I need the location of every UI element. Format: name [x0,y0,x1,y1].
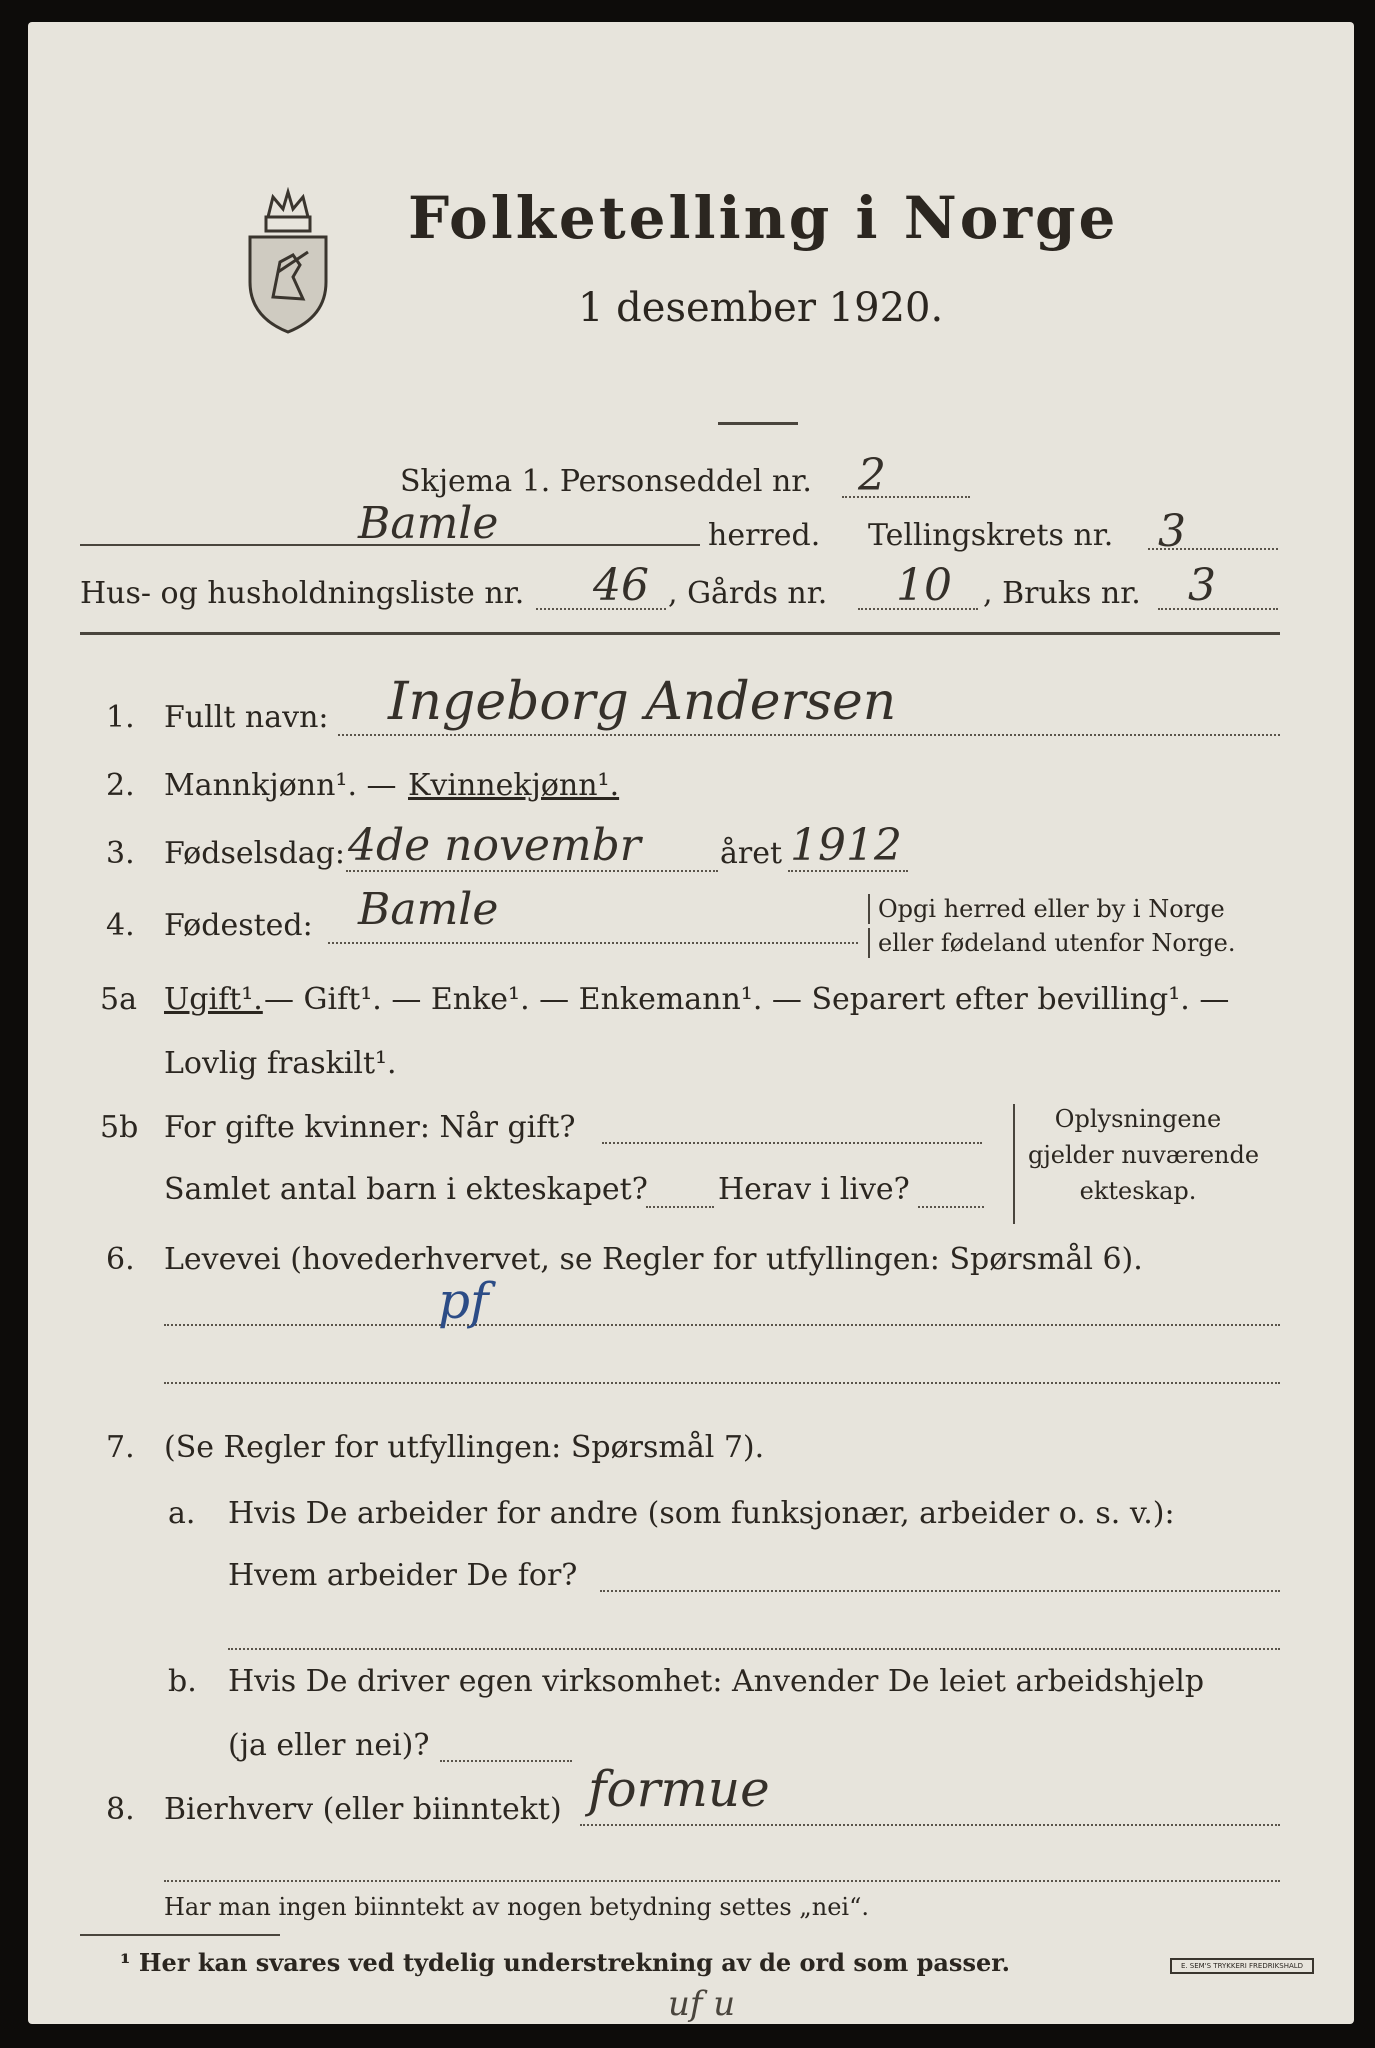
q3-number: 3. [106,836,135,871]
q7a-line-2: Hvem arbeider De for? [228,1558,578,1593]
q8-line-2 [164,1880,1280,1882]
q6-label: Levevei (hovederhvervet, se Regler for utfyllingen: Spørsmål 6). [164,1242,1143,1277]
q6-line-1 [164,1324,1280,1326]
q4-note-1: Opgi herred eller by i Norge [868,894,1225,924]
q7-number: 7. [106,1430,135,1465]
bottom-scribble: uf u [668,1984,736,2024]
personseddel-nr[interactable]: 2 [858,450,886,501]
q5b-number: 5b [100,1110,139,1145]
q8-number: 8. [106,1792,135,1827]
kvinnekjonn-option[interactable]: Kvinnekjønn¹. [408,768,620,803]
q7a-letter: a. [168,1496,196,1531]
form-date: 1 desember 1920. [578,285,944,331]
q7b-line-1: Hvis De driver egen virksomhet: Anvender De leiet arbeidshjelp [228,1664,1205,1699]
q1-line [338,734,1280,736]
birthplace-value[interactable]: Bamle [358,884,499,935]
q7b-letter: b. [168,1664,197,1699]
q6-line-2 [164,1382,1280,1384]
q5b-label-3: Herav i live? [718,1172,910,1207]
tellingskrets-label: Tellingskrets nr. [868,518,1114,553]
q5b-label-1: For gifte kvinner: Når gift? [164,1110,576,1145]
bruks-label: , Bruks nr. [983,576,1141,611]
q5a-number: 5a [100,982,137,1017]
side-income-value[interactable]: formue [588,1760,770,1818]
q6-number: 6. [106,1242,135,1277]
q4-label: Fødested: [164,908,313,943]
q7b-line-2: (ja eller nei)? [228,1728,430,1763]
bruks-line [1158,608,1278,610]
biinntekt-note: Har man ingen biinntekt av nogen betydning settes „nei“. [164,1893,869,1921]
q5b-label-2: Samlet antal barn i ekteskapet? [164,1172,648,1207]
q7-label: (Se Regler for utfyllingen: Spørsmål 7). [164,1430,765,1465]
q7a-answer-line-2 [228,1648,1280,1650]
lovlig-fraskilt-option[interactable]: Lovlig fraskilt¹. [164,1046,397,1081]
bruks-nr[interactable]: 3 [1188,560,1216,611]
ugift-option[interactable]: Ugift¹. [164,982,263,1017]
title-rule [718,422,798,425]
q5b-note-2: gjelder nuværende [1028,1141,1260,1169]
q5b-line-2 [646,1206,714,1208]
q5b-line-1 [602,1142,982,1144]
hus-nr[interactable]: 46 [593,560,649,611]
footnote: ¹ Her kan svares ved tydelig understrekning av de ord som passer. [120,1948,1011,1977]
q2-number: 2. [106,768,135,803]
birth-year-value[interactable]: 1912 [790,820,902,871]
printer-stamp: E. SEM'S TRYKKERI FREDRIKSHALD [1170,1958,1314,1974]
herred-label: herred. [708,518,821,553]
norwegian-coat-of-arms-icon [238,187,338,337]
q5b-line-3 [918,1206,984,1208]
header-divider [80,632,1280,635]
birthday-value[interactable]: 4de novembr [348,820,641,871]
tellingskrets-nr[interactable]: 3 [1158,506,1186,557]
mannkjonn-option[interactable]: Mannkjønn¹. — [164,768,397,803]
aret-label: året [720,836,783,871]
q1-label: Fullt navn: [164,700,329,735]
full-name-value[interactable]: Ingeborg Andersen [388,672,897,732]
q7b-answer-line [440,1760,572,1762]
form-title: Folketelling i Norge [408,184,1119,252]
q4-line [328,942,858,944]
q5b-note-1: Oplysningene [1054,1105,1222,1133]
q3-label: Fødselsdag: [164,836,345,871]
q4-note-2: eller fødeland utenfor Norge. [868,928,1236,958]
occupation-value[interactable]: pf [438,1272,489,1330]
q5b-brace [1013,1104,1015,1224]
hus-label: Hus- og husholdningsliste nr. [80,576,525,611]
gards-label: , Gårds nr. [668,576,828,611]
q8-label: Bierhverv (eller biinntekt) [164,1792,562,1827]
census-form [28,22,1354,2024]
footnote-rule [80,1934,280,1936]
q1-number: 1. [106,700,135,735]
gards-nr[interactable]: 10 [896,560,952,611]
q7a-answer-line [600,1590,1280,1592]
q7a-line-1: Hvis De arbeider for andre (som funksjonær, arbeider o. s. v.): [228,1496,1175,1531]
q4-number: 4. [106,908,135,943]
q5a-options[interactable]: — Gift¹. — Enke¹. — Enkemann¹. — Separert efter bevilling¹. — [264,982,1230,1017]
skjema-label: Skjema 1. Personseddel nr. [400,464,812,499]
herred-value[interactable]: Bamle [358,498,499,549]
q5b-note-3: ekteskap. [1079,1177,1197,1205]
q8-line-1 [580,1824,1280,1826]
